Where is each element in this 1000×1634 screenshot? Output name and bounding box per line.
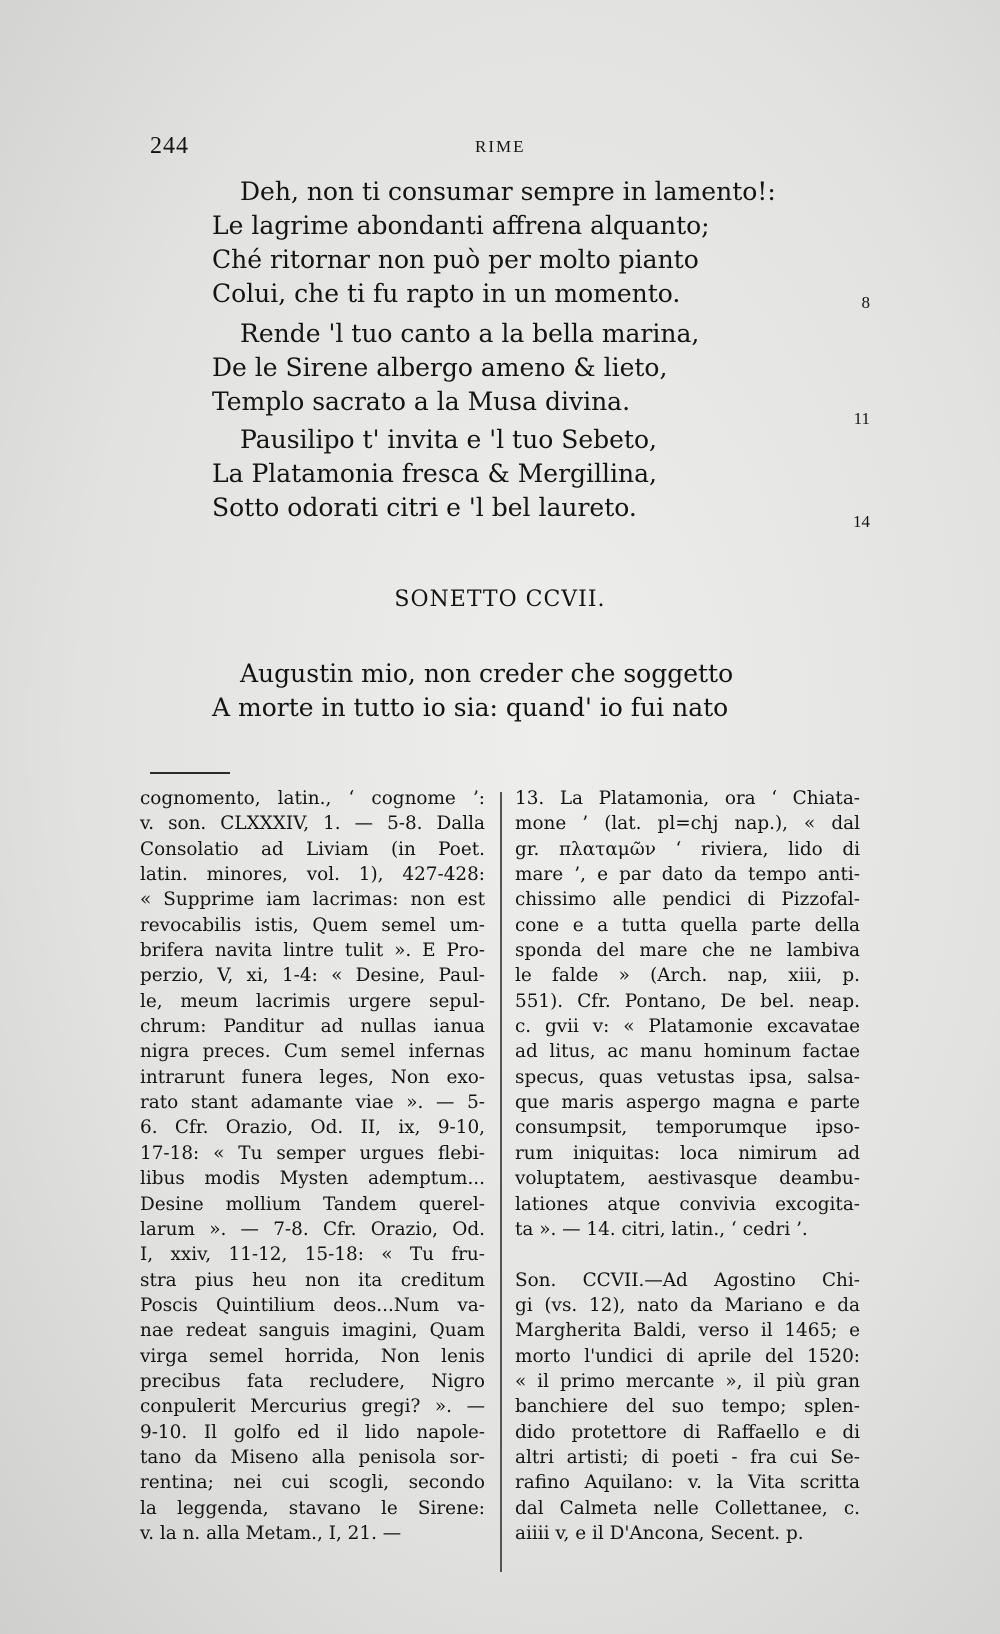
note-line: sponda del mare che ne lambiva xyxy=(515,940,860,962)
note-line: ad litus, ac manu hominum factae xyxy=(515,1041,860,1063)
note-line: consumpsit, temporumque ipso- xyxy=(515,1117,860,1139)
line-number: 8 xyxy=(861,293,870,312)
line-number: 11 xyxy=(853,409,870,428)
note-line: 551). Cfr. Pontano, De bel. neap. xyxy=(515,990,860,1012)
verse-line: Deh, non ti consumar sempre in lamento!: xyxy=(240,177,776,206)
note-line: banchiere del suo tempo; splen- xyxy=(515,1396,860,1418)
sonnet-title: SONETTO CCVII. xyxy=(394,587,606,612)
note-line: rentina; nei cui scogli, secondo xyxy=(140,1472,485,1494)
note-line: tano da Miseno alla penisola sor- xyxy=(140,1446,485,1468)
note-line xyxy=(515,1242,860,1267)
verse-line: De le Sirene albergo ameno & lieto, xyxy=(212,353,668,382)
note-line: le falde » (Arch. nap, xiii, p. xyxy=(515,965,860,987)
note-line: mare ’, e par dato da tempo anti- xyxy=(515,864,860,886)
verse-line: La Platamonia fresca & Mergillina, xyxy=(212,459,657,488)
note-line: brifera navita lintre tulit ». E Pro- xyxy=(140,940,485,962)
note-line: altri artisti; di poeti - fra cui Se- xyxy=(515,1446,860,1468)
note-line: morto l'undici di aprile del 1520: xyxy=(515,1345,860,1367)
note-line: dido protettore di Raffaello e di xyxy=(515,1421,860,1443)
note-line: 6. Cfr. Orazio, Od. II, ix, 9-10, xyxy=(140,1117,485,1139)
note-line: larum ». — 7-8. Cfr. Orazio, Od. xyxy=(140,1218,485,1240)
verse-line: Templo sacrato a la Musa divina. xyxy=(212,387,631,416)
column-divider xyxy=(500,792,502,1572)
note-line: 17-18: « Tu semper urgues flebi- xyxy=(140,1142,485,1164)
note-line: perzio, V, xi, 1-4: « Desine, Paul- xyxy=(140,965,485,987)
note-line: Desine mollium Tandem querel- xyxy=(140,1193,485,1215)
verse-line: Colui, che ti fu rapto in un momento. xyxy=(212,279,681,308)
note-line: « Supprime iam lacrimas: non est xyxy=(140,889,485,911)
note-line: Son. CCVII.—Ad Agostino Chi- xyxy=(515,1269,860,1291)
note-line: rum iniquitas: loca nimirum ad xyxy=(515,1142,860,1164)
note-line: chrum: Panditur ad nullas ianua xyxy=(140,1016,485,1038)
note-line: Margherita Baldi, verso il 1465; e xyxy=(515,1320,860,1342)
note-line: nigra preces. Cum semel infernas xyxy=(140,1041,485,1063)
note-line: mone ’ (lat. pl=chj nap.), « dal xyxy=(515,813,860,835)
notes-left-column xyxy=(140,786,485,1546)
verse-line: Pausilipo t' invita e 'l tuo Sebeto, xyxy=(240,425,657,454)
note-line: rato stant adamante viae ». — 5- xyxy=(140,1092,485,1114)
verse-line: Rende 'l tuo canto a la bella marina, xyxy=(240,319,700,348)
note-line: « il primo mercante », il più gran xyxy=(515,1370,860,1392)
page-header xyxy=(150,133,870,165)
footnote-rule xyxy=(150,772,230,774)
note-line: conpulerit Mercurius gregi? ». — xyxy=(140,1396,485,1418)
note-line: la leggenda, stavano le Sirene: xyxy=(140,1497,485,1519)
verse-line: Augustin mio, non creder che soggetto xyxy=(240,659,734,688)
note-line: specus, quas vetustas ipsa, salsa- xyxy=(515,1066,860,1088)
note-line: latin. minores, vol. 1), 427-428: xyxy=(140,864,485,886)
note-line: Consolatio ad Liviam (in Poet. xyxy=(140,838,485,860)
note-line: Poscis Quintilium deos...Num va- xyxy=(140,1294,485,1316)
note-line: dal Calmeta nelle Collettanee, c. xyxy=(515,1497,860,1519)
note-line: chissimo alle pendici di Pizzofal- xyxy=(515,889,860,911)
note-line: cognomento, latin., ‘ cognome ’: xyxy=(140,788,485,809)
note-line: v. son. CLXXXIV, 1. — 5-8. Dalla xyxy=(140,813,485,835)
note-line: que maris aspergo magna e parte xyxy=(515,1092,860,1114)
notes-right-column xyxy=(515,786,860,1546)
note-line: revocabilis istis, Quem semel um- xyxy=(140,914,485,936)
verse-line: Ché ritornar non può per molto pianto xyxy=(212,245,699,274)
verse-line: Le lagrime abondanti affrena alquanto; xyxy=(212,211,710,240)
note-line: rafino Aquilano: v. la Vita scritta xyxy=(515,1472,860,1494)
line-number: 14 xyxy=(853,512,870,531)
note-line: aiiii v, e il D'Ancona, Secent. p. xyxy=(515,1522,804,1544)
note-line: cone e a tutta quella parte della xyxy=(515,914,860,936)
note-line: voluptatem, aestivasque deambu- xyxy=(515,1168,860,1190)
note-line: v. la n. alla Metam., I, 21. — xyxy=(140,1522,402,1544)
note-line: c. gvii v: « Platamonie excavatae xyxy=(515,1016,860,1038)
note-line: virga semel horrida, Non lenis xyxy=(140,1345,485,1367)
verse-line: A morte in tutto io sia: quand' io fui nato xyxy=(212,693,729,722)
note-line: intrarunt funera leges, Non exo- xyxy=(140,1066,485,1088)
note-line: 13. La Platamonia, ora ‘ Chiata- xyxy=(515,788,860,809)
note-line: 9-10. Il golfo ed il lido napole- xyxy=(140,1421,485,1443)
note-line: le, meum lacrimis urgere sepul- xyxy=(140,990,485,1012)
note-line: ta ». — 14. citri, latin., ‘ cedri ’. xyxy=(515,1218,808,1240)
note-line: lationes atque convivia excogita- xyxy=(515,1193,860,1215)
note-line: nae redeat sanguis imagini, Quam xyxy=(140,1320,485,1342)
note-line: I, xxiv, 11-12, 15-18: « Tu fru- xyxy=(140,1244,485,1266)
note-line: stra pius heu non ita creditum xyxy=(140,1269,485,1291)
note-line: libus modis Mysten ademptum... xyxy=(140,1168,485,1190)
page-number: 244 xyxy=(150,133,189,159)
running-title: RIME xyxy=(475,137,526,156)
verse-line: Sotto odorati citri e 'l bel laureto. xyxy=(212,493,637,522)
note-line: precibus fata recludere, Nigro xyxy=(140,1370,485,1392)
note-line: gr. πλαταμῶν ‘ riviera, lido di xyxy=(515,838,860,860)
note-line: gi (vs. 12), nato da Mariano e da xyxy=(515,1294,860,1316)
